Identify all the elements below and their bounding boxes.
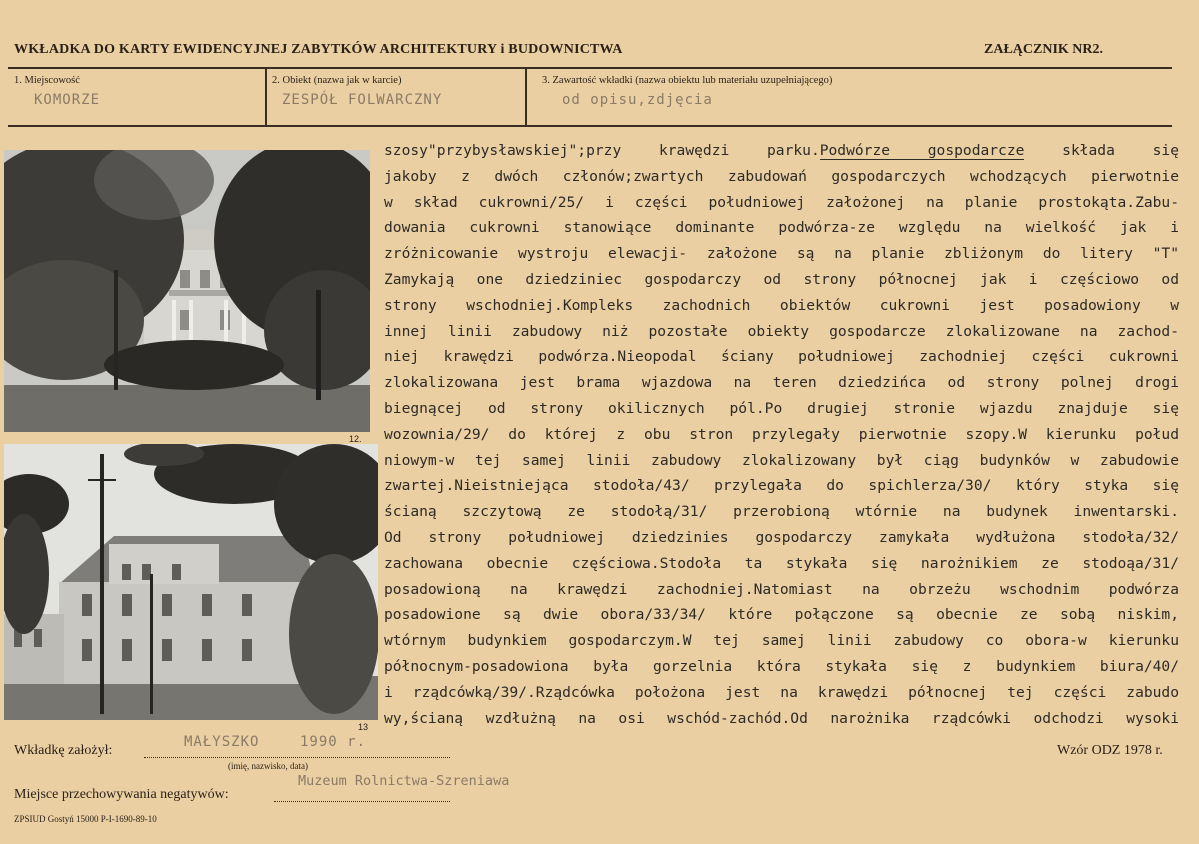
text-line-12: wozownia/29/ do której z obu stron przylegały pierwotnie szopy.W kierunku połud: [384, 425, 1179, 443]
field-locality-label: 1. Miejscowość: [14, 75, 80, 86]
text-line-4: dowania cukrowni stanowiące dominante podwórza-ze względu na wielkość jak i: [384, 219, 1179, 237]
text-line-14: zwartej.Nieistniejąca stodoła/43/ przylegała do spichlerza/30/ który styka się: [384, 477, 1179, 495]
field-object-value: ZESPÓŁ FOLWARCZNY: [282, 92, 443, 108]
text-line-17: zachowana obecnie częściowa.Stodoła ta stykała się narożnikiem ze stodoąa/31/: [384, 554, 1179, 572]
attachment-number: ZAŁĄCZNIK NR2.: [984, 42, 1104, 57]
text-line-7: strony wschodniej.Kompleks zachodnich obiektów cukrowni jest posadowiony w: [384, 296, 1179, 314]
text-line-1: [384, 138, 1179, 164]
text-line-2: jakoby z dwóch członów;zwartych zabudowań gospodarczych wchodzących pierwotnie: [384, 167, 1179, 185]
founder-hint: (imię, nazwisko, data): [228, 761, 308, 771]
founder-label: Wkładkę założył:: [14, 743, 113, 758]
text-line-9: niej krawędzi podwórza.Nieopodal ściany południowej zachodniej części cukrowni: [384, 348, 1179, 366]
storage-line: [274, 801, 450, 802]
text-line-15: ścianą szczytową ze stodołą/31/ przerobioną wtórnie na budynek inwentarski.: [384, 503, 1179, 521]
photo-manor-house: [4, 150, 370, 432]
courtyard-heading: Podwórze gospodarcze: [819, 142, 1025, 159]
text-line-8: innej linii zabudowy niż pozostałe obiekty gospodarcze zlokalizowane na zachod-: [384, 322, 1179, 340]
founder-year: 1990 r.: [300, 734, 367, 750]
text-line-3: w skład cukrowni/25/ i części południowej założonej na planie prostokąta.Zabu-: [384, 193, 1179, 211]
text-line-1-part-a: szosy"przybysławskiej";przy krawędzi parku.: [384, 142, 820, 159]
header-bottom-rule: [8, 125, 1172, 127]
print-info: ZPSIUD Gostyń 15000 P-I-1690-89-10: [14, 814, 157, 824]
text-line-6: Zamykają one dziedziniec gospodarczy od strony północnej jak i częściowo od: [384, 270, 1179, 288]
form-title: WKŁADKA DO KARTY EWIDENCYJNEJ ZABYTKÓW ARCHITEKTURY i BUDOWNICTWA: [14, 42, 623, 57]
photo-1-number: 12.: [349, 434, 362, 444]
field-contents-label: 3. Zawartość wkładki (nazwa obiektu lub materiału uzupełniającego): [542, 75, 833, 86]
text-line-10: zlokalizowana jest brama wjazdowa na teren dziedzińca od strony polnej drogi: [384, 374, 1179, 392]
text-line-1-part-c: składa się: [1024, 142, 1179, 159]
text-line-23: wy,ścianą wzdłużną na osi wschód-zachód.Od narożnika rządcówki odchodzi wysoki: [384, 709, 1179, 727]
field-divider-2: [525, 69, 527, 125]
form-model: Wzór ODZ 1978 r.: [1057, 743, 1163, 758]
header-top-rule: [8, 67, 1172, 69]
text-line-21: północnym-posadowiona była gorzelnia która stykała się z budynkiem biura/40/: [384, 657, 1179, 675]
text-line-19: posadowione są dwie obora/33/34/ które połączone są obecnie ze sobą niskim,: [384, 606, 1179, 624]
photo-2-number: 13: [358, 722, 369, 732]
text-line-16: Od strony południowej dziedzinies gospodarczy zamykała wydłużona stodoła/32/: [384, 528, 1179, 546]
text-line-18: posadowioną na krawędzi zachodniej.Natomiast na obrzeżu wschodnim podwórza: [384, 580, 1179, 598]
description-text: [384, 138, 1179, 731]
field-locality-value: KOMORZE: [34, 92, 101, 108]
photo-administrator-house: [4, 444, 378, 720]
text-line-13: niowym-w tej samej linii zabudowy zlokalizowany był ciąg budynków w zabudowie: [384, 451, 1179, 469]
text-line-5: zróżnicowanie wystroju elewacji- założone są na planie zbliżonym do litery "T": [384, 245, 1179, 263]
field-divider-1: [265, 69, 267, 125]
field-contents-value: od opisu,zdjęcia: [562, 92, 713, 108]
founder-line: [144, 757, 450, 758]
text-line-22: i rządcówką/39/.Rządcówka położona jest na krawędzi północnej tej części zabudo: [384, 683, 1179, 701]
founder-name: MAŁYSZKO: [184, 734, 260, 750]
storage-label: Miejsce przechowywania negatywów:: [14, 787, 229, 802]
storage-value: Muzeum Rolnictwa-Szreniawa: [298, 773, 510, 789]
field-object-label: 2. Obiekt (nazwa jak w karcie): [272, 75, 402, 86]
text-line-11: biegnącej od strony okilicznych pól.Po drugiej stronie wjazdu znajduje się: [384, 399, 1179, 417]
text-line-20: wtórnym budynkiem gospodarczym.W tej samej linii zabudowy co obora-w kierunku: [384, 632, 1179, 650]
